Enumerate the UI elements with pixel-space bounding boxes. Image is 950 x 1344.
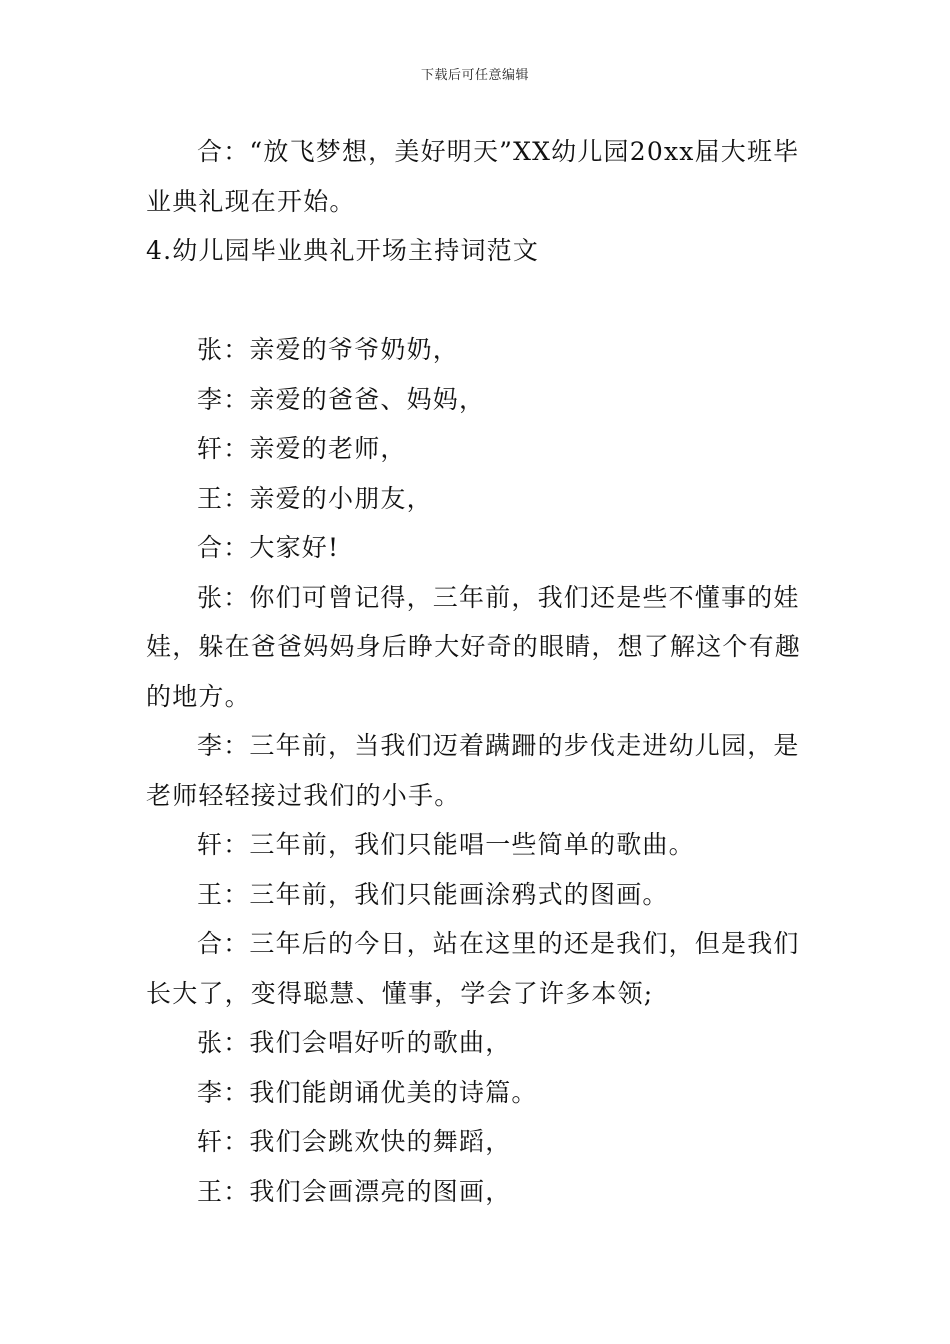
paragraph-line: 合：三年后的今日，站在这里的还是我们，但是我们长大了，变得聪慧、懂事，学会了许多本领; [146,929,800,1008]
paragraph-line: 张：亲爱的爷爷奶奶， [197,335,460,364]
paragraph-opening-declaration: 合：“放飞梦想，美好明天”XX幼儿园20xx届大班毕业典礼现在开始。 [146,137,800,216]
paragraph-line: 李：三年前，当我们迈着蹒跚的步伐走进幼儿园，是老师轻轻接过我们的小手。 [146,731,800,810]
paragraph-line: 李：我们能朗诵优美的诗篇。 [197,1077,538,1107]
paragraph-line: 轩：三年前，我们只能唱一些简单的歌曲。 [197,830,695,859]
paragraph-line: 张：你们可曾记得，三年前，我们还是些不懂事的娃娃，躲在爸爸妈妈身后睁大好奇的眼睛，想了解这个有趣的地方。 [146,582,802,711]
paragraph-line: 王：亲爱的小朋友， [197,483,433,513]
section-heading: 4.幼儿园毕业典礼开场主持词范文 [146,236,540,265]
paragraph-line: 合：大家好! [197,533,340,562]
paragraph-line: 王：我们会画漂亮的图画， [197,1176,512,1206]
paragraph-line: 李：亲爱的爸爸、妈妈， [197,384,486,414]
paragraph-line: 轩：亲爱的老师， [197,434,407,463]
paragraph-line: 张：我们会唱好听的歌曲， [197,1028,512,1057]
page-header: 下载后可任意编辑 [420,68,529,83]
blank-line [146,276,810,326]
paragraph-line: 轩：我们会跳欢快的舞蹈， [197,1127,512,1156]
document-body [146,127,810,1216]
paragraph-line: 王：三年前，我们只能画涂鸦式的图画。 [197,879,669,909]
